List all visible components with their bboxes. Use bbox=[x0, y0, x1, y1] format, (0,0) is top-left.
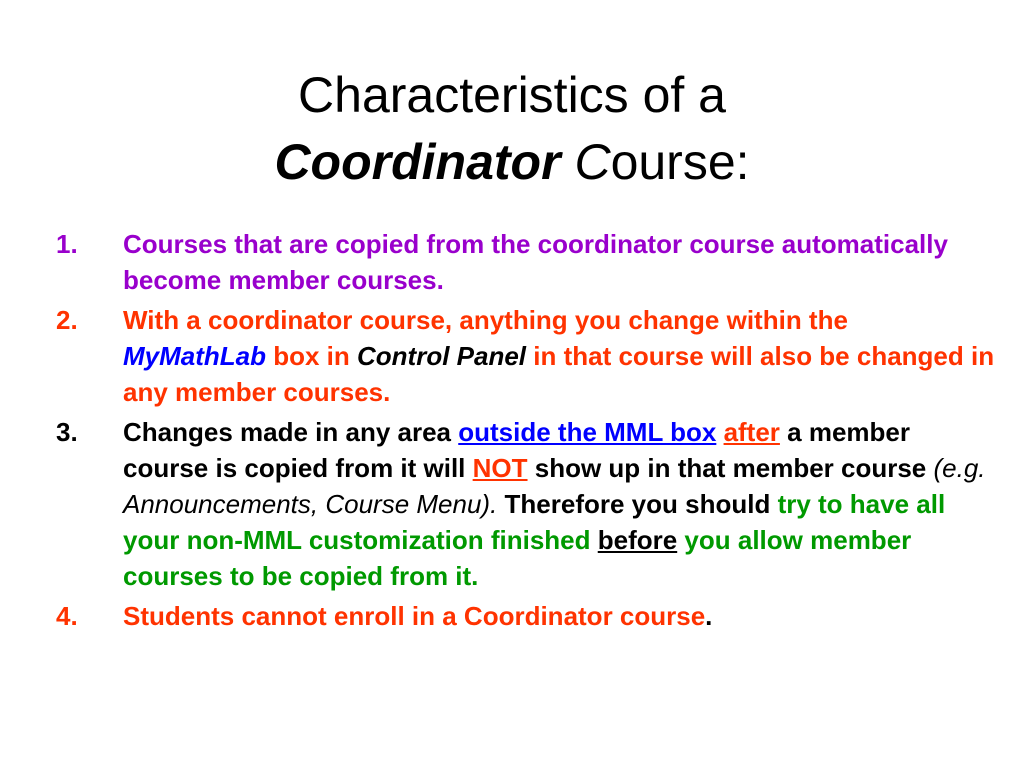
item-3-space bbox=[716, 417, 723, 447]
list-item-1 bbox=[56, 226, 996, 298]
item-3-part1: Changes made in any area bbox=[123, 417, 459, 447]
item-3-green-2: you allow member courses to be copied from it. bbox=[123, 525, 912, 591]
title-line-1: Characteristics of a bbox=[298, 67, 726, 123]
characteristics-list bbox=[56, 226, 996, 634]
item-3-part4: Therefore you should bbox=[497, 489, 778, 519]
item-number-3: 3. bbox=[56, 417, 78, 447]
not-emphasis: NOT bbox=[472, 453, 528, 483]
title-c: C bbox=[574, 134, 611, 190]
item-number-2: 2. bbox=[56, 305, 78, 335]
before-emphasis: before bbox=[597, 525, 678, 555]
item-2-part3: in that course will also be changed in any member courses. bbox=[123, 341, 995, 407]
title-ourse: ourse: bbox=[610, 134, 750, 190]
list-item-4 bbox=[56, 598, 996, 634]
list-item-2 bbox=[56, 302, 996, 410]
after-link[interactable]: after bbox=[723, 417, 780, 447]
item-2-part2: box in bbox=[266, 341, 357, 371]
item-number-4: 4. bbox=[56, 601, 78, 631]
title-coordinator: Coordinator bbox=[274, 134, 561, 190]
item-2-part1: With a coordinator course, anything you change within the bbox=[123, 305, 848, 335]
item-4-text: Students cannot enroll in a Coordinator course bbox=[123, 601, 706, 631]
item-3-example: (e.g. Announcements, Course Menu). bbox=[123, 453, 986, 519]
item-1-text: Courses that are copied from the coordinator course automatically become member courses. bbox=[123, 229, 948, 295]
control-panel-term: Control Panel bbox=[357, 341, 527, 371]
slide-title bbox=[0, 62, 1024, 196]
mymathlab-term: MyMathLab bbox=[123, 341, 266, 371]
item-4-period: . bbox=[705, 601, 713, 631]
item-number-1: 1. bbox=[56, 229, 78, 259]
outside-mml-box-link[interactable]: outside the MML box bbox=[458, 417, 717, 447]
item-3-green-1: try to have all your non-MML customization finished bbox=[123, 489, 946, 555]
title-line-2 bbox=[0, 129, 1024, 196]
item-3-part3: show up in that member course bbox=[527, 453, 934, 483]
list-item-3 bbox=[56, 414, 996, 594]
item-3-part2: a member course is copied from it will bbox=[123, 417, 910, 483]
